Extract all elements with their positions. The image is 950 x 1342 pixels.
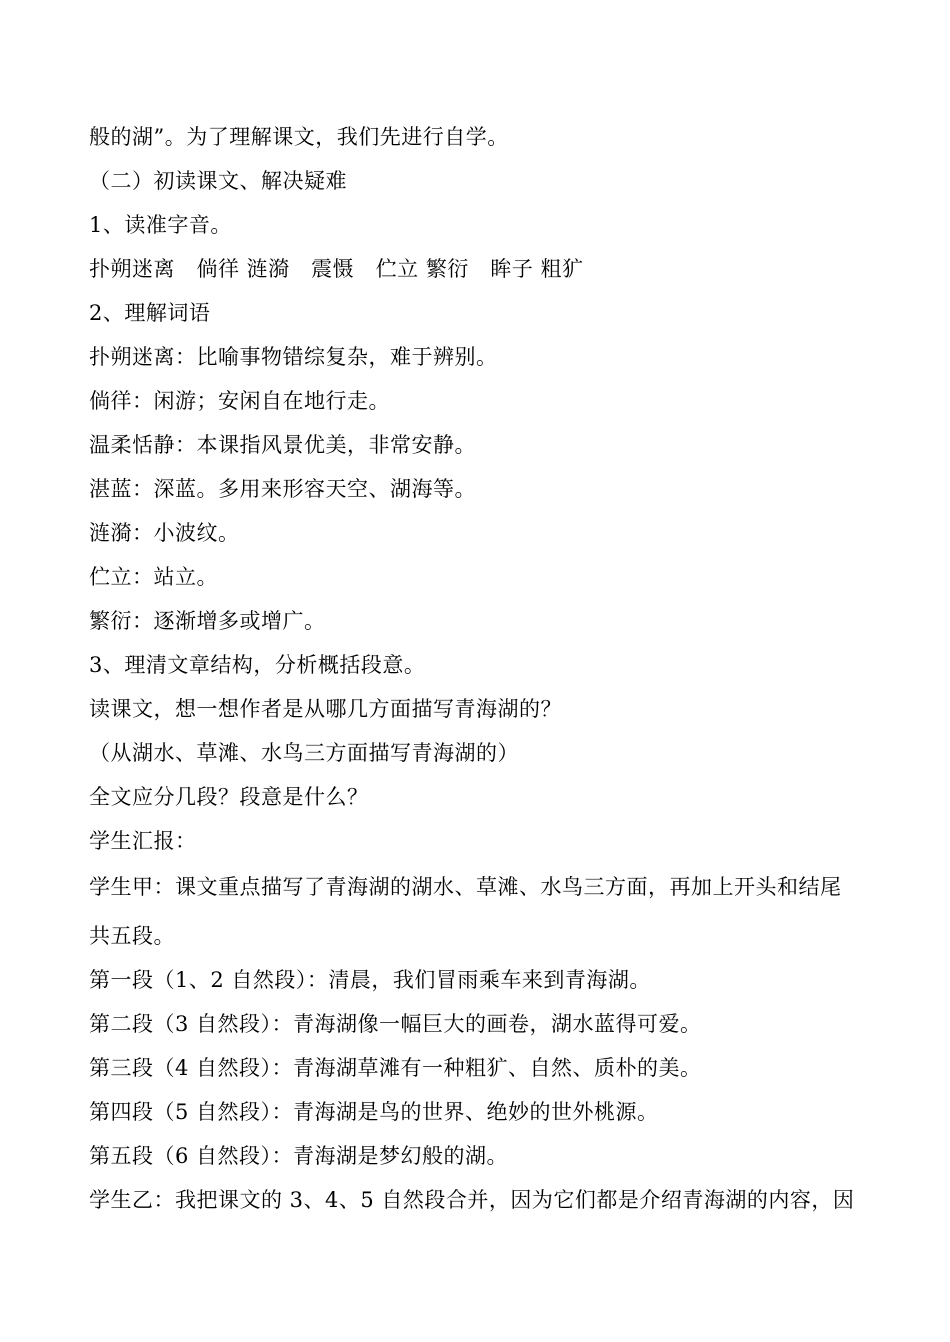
step-heading: 2、理解词语 xyxy=(89,301,211,325)
question-line: 全文应分几段？段意是什么？ xyxy=(89,785,369,809)
student-answer-line: 学生乙：我把课文的 3、4、5 自然段合并，因为它们都是介绍青海湖的内容，因 xyxy=(89,1188,855,1212)
paragraph-summary-line: 第五段（6 自然段）：青海湖是梦幻般的湖。 xyxy=(89,1144,509,1168)
step-heading: 1、读准字音。 xyxy=(89,213,232,237)
text-line: 般的湖”。为了理解课文，我们先进行自学。 xyxy=(89,125,509,149)
paragraph-summary-line: 第四段（5 自然段）：青海湖是鸟的世界、绝妙的世外桃源。 xyxy=(89,1100,659,1124)
answer-line: （从湖水、草滩、水鸟三方面描写青海湖的） xyxy=(89,741,519,765)
definition-line: 涟漪：小波纹。 xyxy=(89,521,240,545)
section-heading: （二）初读课文、解决疑难 xyxy=(89,169,347,193)
vocabulary-list: 扑朔迷离 倘徉 涟漪 震慑 伫立 繁衍 眸子 粗犷 xyxy=(89,257,584,281)
paragraph-summary-line: 第一段（1、2 自然段）：清晨，我们冒雨乘车来到青海湖。 xyxy=(89,968,651,992)
student-answer-line: 学生甲：课文重点描写了青海湖的湖水、草滩、水鸟三方面，再加上开头和结尾 xyxy=(89,875,842,899)
student-answer-line: 共五段。 xyxy=(89,924,175,948)
step-heading: 3、理清文章结构，分析概括段意。 xyxy=(89,653,426,677)
text-line: 学生汇报： xyxy=(89,829,197,853)
paragraph-summary-line: 第二段（3 自然段）：青海湖像一幅巨大的画卷，湖水蓝得可爱。 xyxy=(89,1012,702,1036)
paragraph-summary-line: 第三段（4 自然段）：青海湖草滩有一种粗犷、自然、质朴的美。 xyxy=(89,1056,702,1080)
definition-line: 湛蓝：深蓝。多用来形容天空、湖海等。 xyxy=(89,477,476,501)
definition-line: 伫立：站立。 xyxy=(89,565,218,589)
definition-line: 温柔恬静：本课指风景优美，非常安静。 xyxy=(89,433,476,457)
definition-line: 倘徉：闲游；安闲自在地行走。 xyxy=(89,389,390,413)
definition-line: 繁衍：逐渐增多或增广。 xyxy=(89,609,326,633)
question-line: 读课文，想一想作者是从哪几方面描写青海湖的？ xyxy=(89,697,562,721)
definition-line: 扑朔迷离：比喻事物错综复杂，难于辨别。 xyxy=(89,345,498,369)
